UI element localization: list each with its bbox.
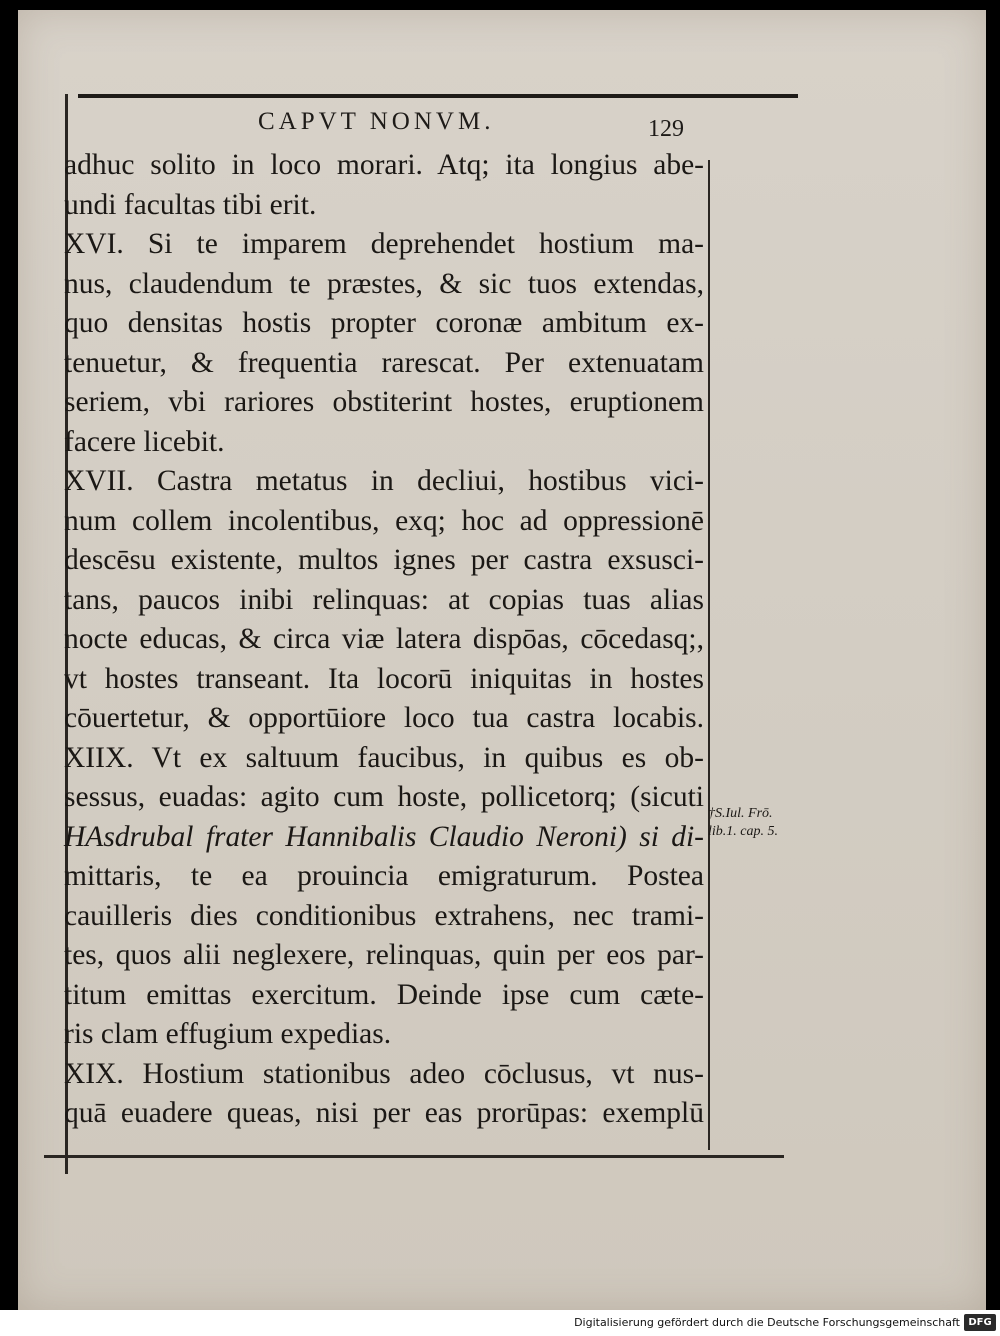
marginal-note xyxy=(708,805,778,841)
text-line: sessus, euadas: agito cum hoste, pollicetorq; (sicuti xyxy=(64,781,704,813)
text-line: XVI. Si te imparem deprehendet hostium ma- xyxy=(64,228,704,260)
text-line: num collem incolentibus, exq; hoc ad oppressionē xyxy=(64,504,704,537)
page-number: 129 xyxy=(648,116,684,142)
text-line: vt hostes transeant. Ita locorū iniquitas in hostes xyxy=(64,662,704,695)
text-line: quā euadere queas, nisi per eas prorūpas: exemplū xyxy=(64,1097,704,1129)
text-line: ris clam effugium expedias. xyxy=(64,1018,392,1050)
running-head: CAPVT NONVM. xyxy=(258,108,495,135)
text-line: mittaris, te ea prouincia emigraturum. Postea xyxy=(64,860,704,892)
book-page xyxy=(18,10,986,1310)
dfg-logo-icon: DFG xyxy=(964,1314,996,1331)
text-line: cōuertetur, & opportūiore loco tua castra locabis. xyxy=(64,702,704,734)
text-line: seriem, vbi rariores obstiterint hostes, eruptionem xyxy=(64,386,704,418)
digitization-footer xyxy=(0,1310,1000,1336)
text-line: XIX. Hostium stationibus adeo cōclusus, vt nus- xyxy=(64,1057,704,1090)
text-line: descēsu existente, multos ignes per castra exsusci- xyxy=(64,544,704,576)
marginal-note-line: †S.Iul. Frō. xyxy=(708,806,773,821)
text-line: undi facultas tibi erit. xyxy=(64,188,317,221)
footer-credit: Digitalisierung gefördert durch die Deutsche Forschungsgemeinschaft xyxy=(574,1316,960,1329)
frame-right-rule xyxy=(708,160,710,1150)
body-text xyxy=(64,146,704,1134)
text-line: quo densitas hostis propter coronæ ambitum ex- xyxy=(64,307,704,339)
text-line-italic: HAsdrubal frater Hannibalis Claudio Neroni) si di- xyxy=(64,820,704,853)
text-line: tans, paucos inibi relinquas: at copias tuas alias xyxy=(64,583,704,616)
header-rule xyxy=(78,94,798,98)
text-line: cauilleris dies conditionibus extrahens, nec trami- xyxy=(64,899,704,932)
text-line: XVII. Castra metatus in decliui, hostibus vici- xyxy=(64,465,704,497)
text-line: nus, claudendum te præstes, & sic tuos extendas, xyxy=(64,267,704,300)
text-line: titum emittas exercitum. Deinde ipse cum cæte- xyxy=(64,978,704,1011)
marginal-note-line: lib.1. cap. 5. xyxy=(708,824,778,839)
text-line: nocte educas, & circa viæ latera dispōas, cōcedasq;, xyxy=(64,623,704,655)
frame-bottom-rule xyxy=(44,1155,784,1158)
text-line: XIIX. Vt ex saltuum faucibus, in quibus es ob- xyxy=(64,741,704,774)
text-line: tenuetur, & frequentia rarescat. Per extenuatam xyxy=(64,346,704,379)
text-line: facere licebit. xyxy=(64,425,225,458)
text-line: tes, quos alii neglexere, relinquas, quin per eos par- xyxy=(64,939,704,971)
text-line: adhuc solito in loco morari. Atq; ita longius abe- xyxy=(64,149,704,181)
